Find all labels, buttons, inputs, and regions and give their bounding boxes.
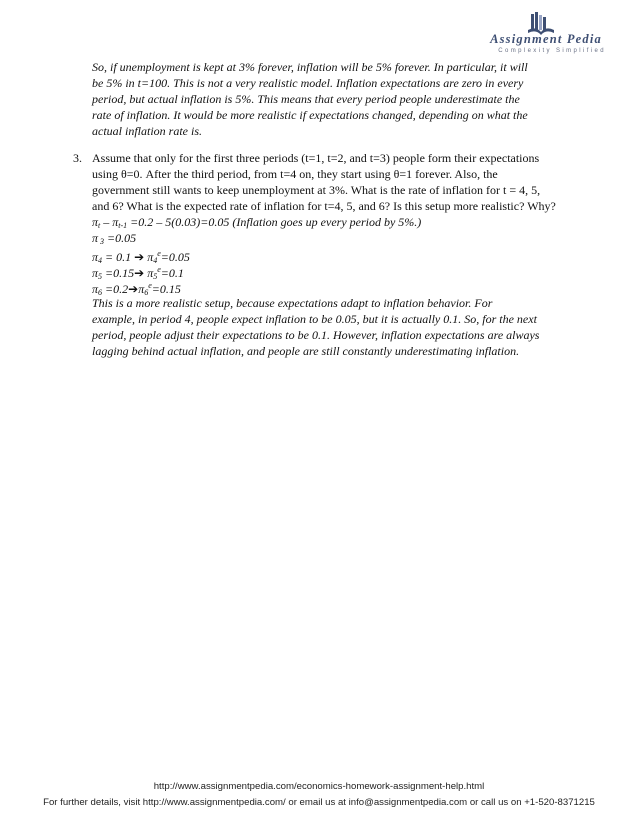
question-number: 3.: [73, 151, 82, 165]
footer-contact: For further details, visit http://www.assignmentpedia.com/ or email us at info@assignmentpedia.com or call us on +1-520-8371215: [43, 797, 595, 808]
text-line: and 6? What is the expected rate of inflation for t=4, 5, and 6? Is this setup more realistic? Why?: [92, 199, 556, 213]
text-line: lagging behind actual inflation, and people are still constantly underestimating inflation.: [92, 344, 520, 358]
equations-block: [92, 214, 572, 297]
text-line: Assume that only for the first three periods (t=1, t=2, and t=3) people form their expectations: [92, 151, 540, 165]
conclusion-paragraph: [92, 295, 572, 359]
right-arrow-icon: ➔: [128, 282, 139, 296]
text-line: be 5% in t=100. This is not a very realistic model. Inflation expectations are zero in every: [92, 76, 524, 90]
equation-5: $\pi_6$ $=0.2➔\pi_6^e=0.15$: [92, 281, 181, 297]
logo-name: Assignment Pedia: [490, 32, 602, 46]
text-line: period, but actual inflation is 5%. This means that every period people underestimate the: [92, 92, 520, 106]
equation-3: $\pi_4 = 0.1$ ➔ $\pi_4^e=0.05$: [92, 249, 190, 265]
logo-tagline: Complexity Simplified: [498, 48, 606, 54]
equation-2: π $_3$ =0.05: [92, 231, 137, 246]
answer-paragraph-2: [92, 59, 572, 139]
question-3-text: [92, 150, 572, 214]
footer-url-link[interactable]: http://www.assignmentpedia.com/economics-homework-assignment-help.html: [153, 781, 485, 792]
text-line: rate of inflation. It would be more realistic if expectations changed, depending on what the: [92, 108, 528, 122]
text-line: This is a more realistic setup, because expectations adapt to inflation behavior. For: [92, 296, 493, 310]
equation-4: $\pi_5$ =0.15➔ $\pi_5^e=0.1$: [92, 265, 184, 281]
right-arrow-icon: ➔: [134, 266, 148, 280]
text-line: government still wants to keep unemployment at 3%. What is the rate of inflation for t = 4, 5,: [92, 183, 541, 197]
text-line: actual inflation rate is.: [92, 124, 202, 138]
right-arrow-icon: ➔: [134, 250, 148, 264]
brand-logo: [478, 10, 628, 60]
text-line: So, if unemployment is kept at 3% forever, inflation will be 5% forever. In particular, it will: [92, 60, 528, 74]
text-line: using θ=0. After the third period, from t=4 on, they start using θ=1 forever. Also, the: [92, 167, 498, 181]
text-line: period, people adjust their expectations to be 0.1. However, inflation expectations are always: [92, 328, 540, 342]
text-line: example, in period 4, people expect inflation to be 0.05, but it is actually 0.1. So, for the next: [92, 312, 537, 326]
equation-1: $\pi_t - \pi_{t-1} =0.2 - 5(0.03)=0.05$ (Inflation goes up every period by 5%.): [92, 215, 422, 230]
